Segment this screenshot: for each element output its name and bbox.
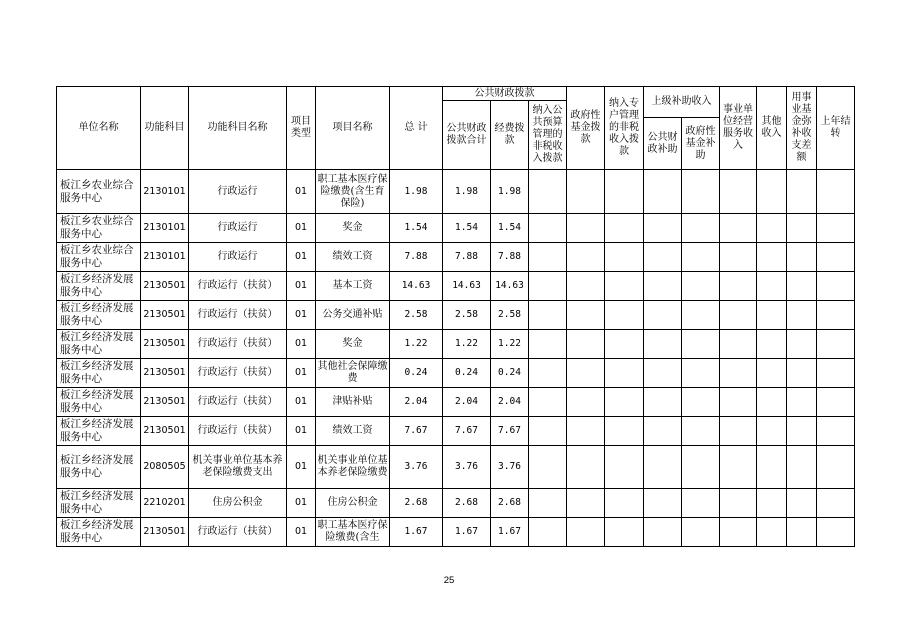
empty-cell (757, 518, 787, 547)
table-row (57, 214, 855, 243)
empty-cell (567, 388, 605, 417)
empty-cell (529, 359, 567, 388)
empty-cell (682, 330, 720, 359)
table-row (57, 170, 855, 214)
empty-cell (682, 214, 720, 243)
table-row (57, 359, 855, 388)
func-code-cell: 2130501 (141, 388, 189, 417)
header-special-account-nontax: 纳入专户管理的非税收入拨款 (605, 87, 644, 170)
empty-cell (567, 417, 605, 446)
public-finance-total-cell: 3.76 (443, 446, 491, 489)
expense-allocation-cell: 14.63 (491, 272, 529, 301)
func-code-cell: 2130101 (141, 214, 189, 243)
expense-allocation-cell: 3.76 (491, 446, 529, 489)
empty-cell (787, 243, 817, 272)
header-business-income: 事业单位经营服务收入 (720, 87, 757, 170)
empty-cell (567, 214, 605, 243)
empty-cell (757, 170, 787, 214)
func-name-cell: 住房公积金 (189, 489, 287, 518)
empty-cell (817, 518, 855, 547)
func-name-cell: 行政运行（扶贫） (189, 272, 287, 301)
unit-cell: 板江乡经济发展服务中心 (57, 518, 141, 547)
expense-allocation-cell: 2.68 (491, 489, 529, 518)
empty-cell (529, 489, 567, 518)
public-finance-total-cell: 2.04 (443, 388, 491, 417)
header-item-type: 项目类型 (287, 87, 316, 170)
item-type-cell: 01 (287, 388, 316, 417)
total-cell: 3.76 (390, 446, 443, 489)
unit-cell: 板江乡经济发展服务中心 (57, 489, 141, 518)
func-name-cell: 行政运行（扶贫） (189, 330, 287, 359)
item-type-cell: 01 (287, 301, 316, 330)
empty-cell (787, 489, 817, 518)
public-finance-total-cell: 2.68 (443, 489, 491, 518)
item-name-cell: 奖金 (316, 214, 390, 243)
item-name-cell: 其他社会保障缴费 (316, 359, 390, 388)
empty-cell (757, 388, 787, 417)
header-gov-fund-subsidy: 政府性基金补助 (682, 118, 720, 170)
public-finance-total-cell: 1.22 (443, 330, 491, 359)
empty-cell (720, 170, 757, 214)
empty-cell (787, 388, 817, 417)
empty-cell (529, 388, 567, 417)
empty-cell (817, 214, 855, 243)
empty-cell (644, 446, 682, 489)
empty-cell (817, 446, 855, 489)
item-type-cell: 01 (287, 214, 316, 243)
empty-cell (529, 301, 567, 330)
unit-cell: 板江乡经济发展服务中心 (57, 330, 141, 359)
func-code-cell: 2080505 (141, 446, 189, 489)
total-cell: 2.68 (390, 489, 443, 518)
empty-cell (567, 272, 605, 301)
public-finance-total-cell: 0.24 (443, 359, 491, 388)
empty-cell (787, 330, 817, 359)
empty-cell (605, 330, 644, 359)
empty-cell (787, 170, 817, 214)
empty-cell (605, 446, 644, 489)
empty-cell (757, 330, 787, 359)
public-finance-total-cell: 1.98 (443, 170, 491, 214)
empty-cell (787, 301, 817, 330)
item-name-cell: 基本工资 (316, 272, 390, 301)
empty-cell (529, 243, 567, 272)
empty-cell (529, 446, 567, 489)
empty-cell (787, 359, 817, 388)
item-type-cell: 01 (287, 243, 316, 272)
empty-cell (757, 301, 787, 330)
expense-allocation-cell: 0.24 (491, 359, 529, 388)
unit-cell: 板江乡农业综合服务中心 (57, 170, 141, 214)
header-total: 总 计 (390, 87, 443, 170)
unit-cell: 板江乡经济发展服务中心 (57, 417, 141, 446)
expense-allocation-cell: 1.98 (491, 170, 529, 214)
item-name-cell: 职工基本医疗保险缴费(含生育保险) (316, 170, 390, 214)
empty-cell (817, 417, 855, 446)
func-name-cell: 行政运行（扶贫） (189, 518, 287, 547)
item-name-cell: 绩效工资 (316, 417, 390, 446)
empty-cell (567, 330, 605, 359)
empty-cell (720, 301, 757, 330)
empty-cell (817, 170, 855, 214)
func-name-cell: 行政运行（扶贫） (189, 388, 287, 417)
empty-cell (605, 243, 644, 272)
header-public-finance-subsidy: 公共财政补助 (644, 118, 682, 170)
empty-cell (644, 417, 682, 446)
empty-cell (605, 214, 644, 243)
func-code-cell: 2130501 (141, 330, 189, 359)
empty-cell (682, 170, 720, 214)
empty-cell (720, 272, 757, 301)
public-finance-total-cell: 1.54 (443, 214, 491, 243)
empty-cell (817, 359, 855, 388)
item-type-cell: 01 (287, 170, 316, 214)
empty-cell (757, 446, 787, 489)
empty-cell (720, 417, 757, 446)
item-name-cell: 职工基本医疗保险缴费(含生 (316, 518, 390, 547)
unit-cell: 板江乡农业综合服务中心 (57, 214, 141, 243)
public-finance-total-cell: 7.67 (443, 417, 491, 446)
expense-allocation-cell: 7.88 (491, 243, 529, 272)
empty-cell (644, 518, 682, 547)
empty-cell (817, 272, 855, 301)
total-cell: 7.88 (390, 243, 443, 272)
item-type-cell: 01 (287, 359, 316, 388)
total-cell: 1.22 (390, 330, 443, 359)
empty-cell (567, 243, 605, 272)
item-name-cell: 津贴补贴 (316, 388, 390, 417)
empty-cell (682, 301, 720, 330)
empty-cell (605, 170, 644, 214)
empty-cell (817, 301, 855, 330)
item-name-cell: 住房公积金 (316, 489, 390, 518)
empty-cell (787, 417, 817, 446)
empty-cell (567, 518, 605, 547)
empty-cell (757, 359, 787, 388)
empty-cell (567, 359, 605, 388)
item-type-cell: 01 (287, 489, 316, 518)
item-type-cell: 01 (287, 272, 316, 301)
empty-cell (567, 170, 605, 214)
expense-allocation-cell: 1.67 (491, 518, 529, 547)
empty-cell (817, 330, 855, 359)
func-code-cell: 2130501 (141, 359, 189, 388)
empty-cell (757, 417, 787, 446)
empty-cell (605, 518, 644, 547)
func-code-cell: 2130501 (141, 272, 189, 301)
unit-cell: 板江乡经济发展服务中心 (57, 301, 141, 330)
expense-allocation-cell: 2.04 (491, 388, 529, 417)
empty-cell (682, 388, 720, 417)
func-name-cell: 行政运行（扶贫） (189, 417, 287, 446)
func-name-cell: 机关事业单位基本养老保险缴费支出 (189, 446, 287, 489)
empty-cell (529, 518, 567, 547)
empty-cell (529, 272, 567, 301)
empty-cell (567, 446, 605, 489)
header-superior-subsidy-group: 上级补助收入 (644, 87, 720, 118)
empty-cell (682, 518, 720, 547)
item-type-cell: 01 (287, 518, 316, 547)
header-public-finance-group: 公共财政拨款 (443, 87, 567, 101)
empty-cell (757, 214, 787, 243)
empty-cell (605, 272, 644, 301)
table-row (57, 243, 855, 272)
table-row (57, 272, 855, 301)
empty-cell (720, 330, 757, 359)
empty-cell (644, 301, 682, 330)
total-cell: 7.67 (390, 417, 443, 446)
empty-cell (605, 359, 644, 388)
table-row (57, 518, 855, 547)
public-finance-total-cell: 14.63 (443, 272, 491, 301)
empty-cell (720, 446, 757, 489)
empty-cell (605, 301, 644, 330)
expense-allocation-cell: 1.54 (491, 214, 529, 243)
expense-allocation-cell: 7.67 (491, 417, 529, 446)
empty-cell (682, 359, 720, 388)
item-name-cell: 机关事业单位基本养老保险缴费 (316, 446, 390, 489)
total-cell: 1.67 (390, 518, 443, 547)
empty-cell (605, 417, 644, 446)
header-prior-year-carryover: 上年结转 (817, 87, 855, 170)
budget-table (56, 86, 855, 547)
empty-cell (817, 243, 855, 272)
empty-cell (567, 489, 605, 518)
item-type-cell: 01 (287, 330, 316, 359)
empty-cell (644, 388, 682, 417)
empty-cell (682, 489, 720, 518)
func-code-cell: 2130501 (141, 518, 189, 547)
header-item-name: 项目名称 (316, 87, 390, 170)
empty-cell (682, 417, 720, 446)
table-row (57, 446, 855, 489)
public-finance-total-cell: 2.58 (443, 301, 491, 330)
empty-cell (787, 214, 817, 243)
empty-cell (529, 330, 567, 359)
header-unit-name: 单位名称 (57, 87, 141, 170)
empty-cell (682, 446, 720, 489)
func-name-cell: 行政运行（扶贫） (189, 301, 287, 330)
table-row (57, 489, 855, 518)
func-name-cell: 行政运行（扶贫） (189, 359, 287, 388)
item-name-cell: 奖金 (316, 330, 390, 359)
total-cell: 2.04 (390, 388, 443, 417)
header-func-code: 功能科目 (141, 87, 189, 170)
func-name-cell: 行政运行 (189, 170, 287, 214)
empty-cell (605, 388, 644, 417)
table-row (57, 330, 855, 359)
func-code-cell: 2130101 (141, 170, 189, 214)
empty-cell (605, 489, 644, 518)
header-gov-fund: 政府性基金拨款 (567, 87, 605, 170)
total-cell: 0.24 (390, 359, 443, 388)
empty-cell (720, 489, 757, 518)
empty-cell (567, 301, 605, 330)
header-other-income: 其他收入 (757, 87, 787, 170)
public-finance-total-cell: 7.88 (443, 243, 491, 272)
header-expense-allocation: 经费拨款 (491, 101, 529, 170)
func-code-cell: 2130501 (141, 301, 189, 330)
func-name-cell: 行政运行 (189, 243, 287, 272)
public-finance-total-cell: 1.67 (443, 518, 491, 547)
unit-cell: 板江乡经济发展服务中心 (57, 388, 141, 417)
empty-cell (529, 170, 567, 214)
empty-cell (757, 272, 787, 301)
total-cell: 1.98 (390, 170, 443, 214)
empty-cell (644, 214, 682, 243)
empty-cell (787, 518, 817, 547)
empty-cell (720, 518, 757, 547)
empty-cell (529, 214, 567, 243)
item-type-cell: 01 (287, 417, 316, 446)
func-code-cell: 2130501 (141, 417, 189, 446)
func-code-cell: 2210201 (141, 489, 189, 518)
empty-cell (644, 330, 682, 359)
empty-cell (644, 489, 682, 518)
empty-cell (644, 170, 682, 214)
item-name-cell: 绩效工资 (316, 243, 390, 272)
empty-cell (787, 446, 817, 489)
empty-cell (720, 243, 757, 272)
empty-cell (682, 243, 720, 272)
header-public-finance-total: 公共财政拨款合计 (443, 101, 491, 170)
expense-allocation-cell: 1.22 (491, 330, 529, 359)
empty-cell (720, 359, 757, 388)
item-name-cell: 公务交通补贴 (316, 301, 390, 330)
empty-cell (529, 417, 567, 446)
header-func-name: 功能科目名称 (189, 87, 287, 170)
table-row (57, 417, 855, 446)
header-nontax-budget: 纳入公共预算管理的非税收入拨款 (529, 101, 567, 170)
item-type-cell: 01 (287, 446, 316, 489)
func-name-cell: 行政运行 (189, 214, 287, 243)
table-row (57, 388, 855, 417)
total-cell: 2.58 (390, 301, 443, 330)
unit-cell: 板江乡经济发展服务中心 (57, 272, 141, 301)
empty-cell (720, 214, 757, 243)
empty-cell (817, 388, 855, 417)
empty-cell (644, 359, 682, 388)
empty-cell (682, 272, 720, 301)
empty-cell (757, 489, 787, 518)
unit-cell: 板江乡农业综合服务中心 (57, 243, 141, 272)
empty-cell (644, 243, 682, 272)
header-fund-balance: 用事业基金弥补收支差额 (787, 87, 817, 170)
empty-cell (757, 243, 787, 272)
empty-cell (787, 272, 817, 301)
page-number: 25 (443, 575, 455, 586)
total-cell: 14.63 (390, 272, 443, 301)
empty-cell (644, 272, 682, 301)
unit-cell: 板江乡经济发展服务中心 (57, 446, 141, 489)
total-cell: 1.54 (390, 214, 443, 243)
func-code-cell: 2130101 (141, 243, 189, 272)
empty-cell (720, 388, 757, 417)
expense-allocation-cell: 2.58 (491, 301, 529, 330)
unit-cell: 板江乡经济发展服务中心 (57, 359, 141, 388)
table-row (57, 301, 855, 330)
empty-cell (817, 489, 855, 518)
